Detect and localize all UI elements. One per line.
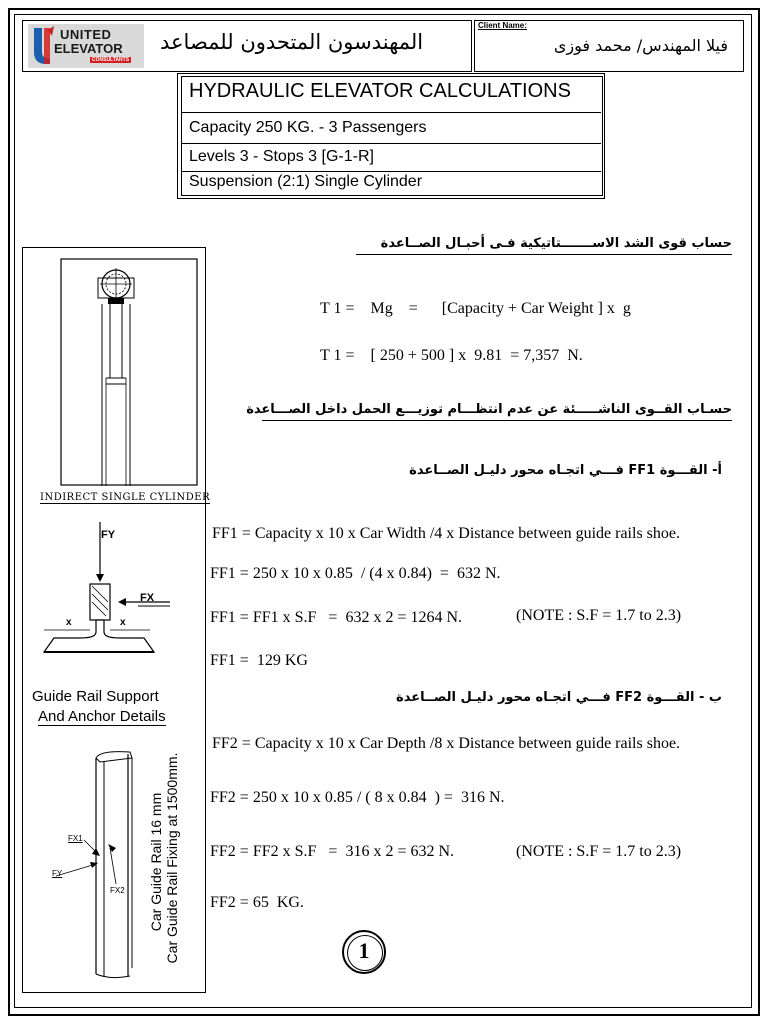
company-logo [28, 24, 144, 68]
company-name-arabic: المهندسون المتحدون للمصاعد [160, 30, 424, 54]
title-divider-2 [181, 143, 601, 144]
ff1-kg: FF1 = 129 KG [210, 652, 308, 669]
support-caption-line1: Guide Rail Support [32, 688, 159, 705]
fy-label: FY [101, 529, 116, 541]
client-name-arabic: فيلا المهندس/ محمد فوزى [553, 36, 728, 55]
ff1-note: (NOTE : S.F = 1.7 to 2.3) [516, 607, 682, 624]
fx-label: FX [140, 592, 155, 604]
rail-text-16mm: Car Guide Rail 16 mm [148, 792, 164, 932]
ff2-safety-factor: FF2 = FF2 x S.F = 316 x 2 = 632 N. [210, 843, 455, 860]
title-divider-3 [181, 171, 601, 172]
ff1-heading-ar: أ- القـــوة FF1 فـــي اتجـاه محور دليـل الصــاعدة [409, 463, 722, 478]
suspension-line: Suspension (2:1) Single Cylinder [189, 173, 423, 190]
ff2-formula: FF2 = Capacity x 10 x Car Depth /8 x Distance between guide rails shoe. [212, 735, 681, 752]
ff2-kg: FF2 = 65 KG. [210, 894, 304, 911]
cylinder-caption: INDIRECT SINGLE CYLINDER [40, 492, 211, 503]
client-label: Client Name: [478, 21, 527, 30]
logo-text-consultants: CONSULTANTS [92, 57, 130, 63]
ff1-value: FF1 = 250 x 10 x 0.85 / (4 x 0.84) = 632 N. [210, 565, 501, 582]
cylinder-drawing [60, 258, 198, 486]
ff2-heading-ar: ب - القـــوة FF2 فـــي اتجـاه محور دليـل الصــاعدة [396, 690, 722, 705]
support-caption-line2: And Anchor Details [38, 708, 166, 725]
t1-calculation: T 1 = [ 250 + 500 ] x 9.81 = 7,357 N. [320, 347, 583, 364]
levels-line: Levels 3 - Stops 3 [G-1-R] [189, 148, 374, 165]
fx2-label: FX2 [110, 886, 125, 895]
ff2-note: (NOTE : S.F = 1.7 to 2.3) [516, 843, 682, 860]
x-label-right: x [120, 617, 126, 628]
force-diagram [40, 520, 180, 660]
capacity-line: Capacity 250 KG. - 3 Passengers [189, 119, 427, 136]
ff2-value: FF2 = 250 x 10 x 0.85 / ( 8 x 0.84 ) = 316 N. [210, 789, 505, 806]
t1-formula: T 1 = Mg = [Capacity + Car Weight ] x g [320, 300, 631, 317]
rail-text-fixing: Car Guide Rail Fixing at 1500mm. [164, 752, 180, 964]
fy-rail-label: FY [52, 869, 63, 878]
ff1-formula: FF1 = Capacity x 10 x Car Width /4 x Distance between guide rails shoe. [212, 525, 680, 542]
heading-static-tension-ar: حساب قوى الشد الاســـــــتاتيكية فـى أحبـال الصــاعدة [356, 236, 732, 255]
ff1-safety-factor: FF1 = FF1 x S.F = 632 x 2 = 1264 N. [210, 609, 463, 626]
page-number: 1 [358, 938, 370, 963]
heading-uneven-load-ar: حسـاب القــوى الناشـــــئة عن عدم انتظـــام توزيـــع الحمل داخل الصـــاعدة [262, 402, 732, 421]
logo-text-united: UNITED [60, 27, 112, 42]
document-title: HYDRAULIC ELEVATOR CALCULATIONS [189, 80, 571, 102]
title-divider-1 [181, 112, 601, 113]
fx1-label: FX1 [68, 834, 83, 843]
logo-text-elevator: ELEVATOR [54, 41, 123, 56]
x-label-left: x [66, 617, 72, 628]
